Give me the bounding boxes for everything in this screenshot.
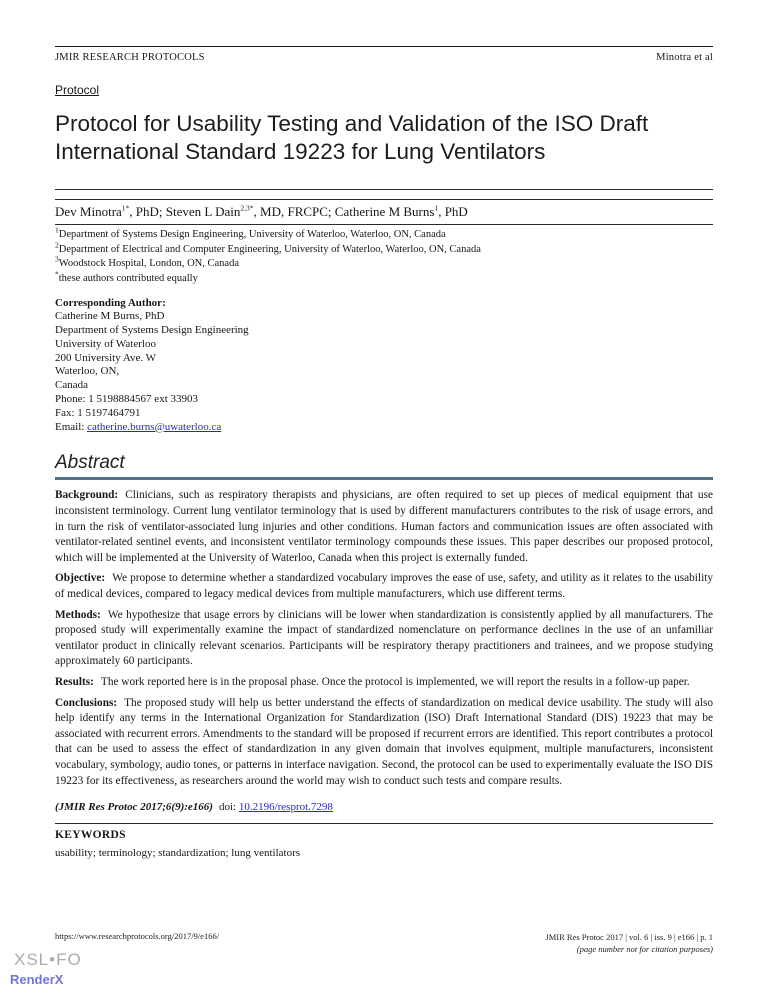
footer-citation: JMIR Res Protoc 2017 | vol. 6 | iss. 9 | e166 | p. 1	[545, 932, 713, 942]
section-label: Conclusions:	[55, 696, 118, 709]
affiliation-item	[55, 254, 713, 270]
keywords-heading: KEYWORDS	[55, 829, 126, 842]
affiliation-marker: 3	[55, 254, 59, 264]
section-label: Methods:	[55, 608, 101, 621]
affiliation-item	[55, 225, 713, 241]
doi-link[interactable]: 10.2196/resprot.7298	[238, 801, 333, 814]
abstract-section-objective	[55, 571, 713, 602]
affiliation-item	[55, 269, 713, 285]
author-affiliation-marker: 2,3*	[240, 203, 254, 213]
corresponding-author-line: Waterloo, ON,	[55, 365, 120, 378]
author-affiliation-marker: 1*	[121, 203, 130, 213]
keywords-block	[55, 823, 713, 859]
xslfo-logo: XSL•FO	[14, 950, 82, 969]
abstract-section-methods	[55, 608, 713, 670]
doi-label: doi:	[218, 801, 239, 814]
section-label: Objective:	[55, 572, 106, 585]
renderx-logo[interactable]: RenderX	[10, 972, 64, 987]
corresponding-author-line: Catherine M Burns, PhD	[55, 310, 165, 323]
affiliation-text: Department of Systems Design Engineering, University of Waterloo, Waterloo, ON, Canada	[58, 229, 446, 240]
section-text: We hypothesize that usage errors by clinicians will be lower when standardization is consistently applied by all manufacturers. The proposed study will experimentally examine the impact of standardized nomenclature on performance declines in the use of an unfamiliar ventilator product in clinically relevant scenarios. Participants will be respiratory therapy practitioners and trainees, and we propose studying approximately 60 participants.	[55, 608, 713, 668]
article-type-label: Protocol	[55, 83, 100, 97]
footer-url: https://www.researchprotocols.org/2017/9/e166/	[55, 931, 220, 941]
running-head-authors: Minotra et al	[656, 52, 713, 63]
abstract-divider	[55, 477, 713, 480]
corresponding-author-line: 200 University Ave. W	[55, 351, 157, 364]
author-name: , PhD	[438, 204, 468, 219]
running-head	[55, 46, 713, 63]
affiliation-marker: *	[55, 269, 59, 278]
footer-citation-block	[545, 931, 713, 955]
citation-ref: (JMIR Res Protoc 2017;6(9):e166)	[55, 801, 213, 814]
citation-line	[55, 801, 713, 813]
abstract-section-results	[55, 675, 713, 691]
divider	[55, 199, 713, 200]
abstract-section-background	[55, 488, 713, 566]
affiliations-list	[55, 225, 713, 285]
email-label: Email:	[55, 420, 88, 433]
affiliation-text: Department of Electrical and Computer Engineering, University of Waterloo, Waterloo, ON, Canada	[58, 243, 481, 255]
author-affiliation-marker: 1	[434, 203, 439, 213]
paper-title: Protocol for Usability Testing and Validation of the ISO Draft International Standard 19223 for Lung Ventilators	[55, 111, 649, 164]
corresponding-author-line: University of Waterloo	[55, 337, 156, 350]
affiliation-marker: 2	[55, 240, 59, 249]
divider	[55, 224, 713, 225]
section-text: The work reported here is in the proposal phase. Once the protocol is implemented, we will report the results in a follow-up paper.	[100, 676, 690, 688]
section-text: The proposed study will help us better understand the effects of standardization on medical device usability. The study will also help identify any terms in the International Organization for Standardization (ISO) Draft International Standard (DIS) 19223 that may be associated with recurrent errors. Amendments to the standard will be proposed if recurrent errors are identified. This report contributes a protocol that can be used to assess the effect of standardization in any given domain that involves equipment, multiple manufacturers, inconsistent vocabulary, symbology, audio tones, or patterns in interface navigation. Second, the protocol can be used to experimentally evaluate the ISO DIS 19223 for its effectiveness, as researchers around the world may wish to conduct such tests and compare results.	[55, 696, 713, 787]
corresponding-author-line: Canada	[55, 379, 88, 392]
abstract-heading: Abstract	[55, 452, 125, 474]
email-link[interactable]: catherine.burns@uwaterloo.ca	[87, 420, 222, 433]
corresponding-author-heading: Corresponding Author:	[55, 296, 166, 309]
divider	[55, 189, 713, 190]
keywords-text: usability; terminology; standardization; lung ventilators	[55, 847, 301, 860]
affiliation-marker: 1	[55, 225, 59, 235]
authors-line	[55, 204, 713, 220]
affiliation-item	[55, 240, 713, 256]
affiliation-text: Woodstock Hospital, London, ON, Canada	[58, 258, 240, 269]
corresponding-author-email-line	[55, 421, 713, 435]
author-name: , PhD; Steven L Dain	[129, 204, 241, 219]
corresponding-author-block	[55, 297, 713, 435]
running-head-journal: JMIR RESEARCH PROTOCOLS	[55, 52, 205, 63]
section-label: Results:	[55, 676, 94, 688]
section-label: Background:	[55, 489, 119, 502]
corresponding-author-line: Phone: 1 5198884567 ext 33903	[55, 393, 198, 406]
abstract-section-conclusions	[55, 696, 713, 790]
author-name: Dev Minotra	[55, 204, 122, 219]
section-text: Clinicians, such as respiratory therapists and physicians, are often required to set up pieces of medical equipment that use inconsistent terminology. Current lung ventilator terminology that is used by different manufacturers contributes to the risk of usage errors, and in turn the risk of ventilator-associated lung injuries and other conditions. Human factors and communication issues are often associated with ventilator-related sentinel events, and inconsistent ventilator terminology compounds these issues. This paper describes our proposed protocol, which will be implemented at the University of Waterloo, Canada when this project is externally funded.	[55, 489, 713, 564]
corresponding-author-line: Fax: 1 5197464791	[55, 406, 141, 419]
footer-note: (page number not for citation purposes)	[576, 944, 713, 954]
section-text: We propose to determine whether a standardized vocabulary improves the ease of use, safety, and utility as it relates to the usability of medical devices, compared to legacy medical devices from multiple manufacturers, which use different terms.	[55, 572, 713, 601]
affiliation-text: these authors contributed equally	[58, 272, 198, 284]
corresponding-author-line: Department of Systems Design Engineering	[55, 324, 249, 337]
author-name: , MD, FRCPC; Catherine M Burns	[253, 204, 435, 219]
